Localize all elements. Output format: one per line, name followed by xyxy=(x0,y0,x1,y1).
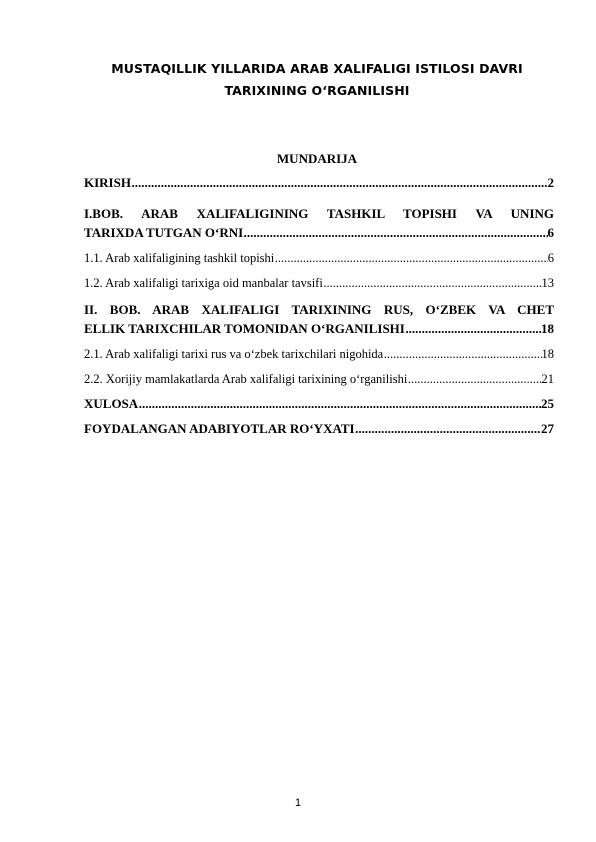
toc-entry-label: TARIXDA TUTGAN O‘RNI xyxy=(84,225,244,240)
table-of-contents xyxy=(84,174,554,438)
toc-entry-bob2-line1[interactable]: II. BOB. ARAB XALIFALIGI TARIXINING RUS, O‘ZBEK VA CHET xyxy=(84,302,554,317)
toc-entry-kirish[interactable] xyxy=(84,174,554,192)
toc-entry-page: 18 xyxy=(541,347,554,361)
toc-leader xyxy=(405,320,541,338)
toc-entry-page: 6 xyxy=(547,251,554,265)
toc-entry-bob2[interactable] xyxy=(84,320,554,338)
toc-entry-page: 25 xyxy=(541,396,554,411)
toc-entry-page: 27 xyxy=(541,421,554,436)
toc-entry-bob1-line1[interactable]: I.BOB. ARAB XALIFALIGINING TASHKIL TOPISHI VA UNING xyxy=(84,206,554,221)
toc-entry-label: 1.1. Arab xalifaligining tashkil topishi xyxy=(84,251,275,265)
title-line-2: TARIXINING O‘RGANILISHI xyxy=(224,83,410,98)
toc-leader xyxy=(323,274,542,292)
toc-entry-page: 18 xyxy=(541,321,554,336)
toc-entry-bob1[interactable] xyxy=(84,224,554,242)
toc-entry-1-1[interactable] xyxy=(84,249,554,267)
document-title xyxy=(84,58,550,102)
toc-leader xyxy=(274,249,547,267)
toc-leader xyxy=(407,370,541,388)
toc-entry-label: XULOSA xyxy=(84,396,139,411)
title-line-1: MUSTAQILLIK YILLARIDA ARAB XALIFALIGI ISTILOSI DAVRI xyxy=(111,61,523,76)
toc-entry-label: 2.2. Xorijiy mamlakatlarda Arab xalifaligi tarixining o‘rganilishi xyxy=(84,372,408,386)
toc-entry-xulosa[interactable] xyxy=(84,395,554,413)
toc-heading: MUNDARIJA xyxy=(276,151,358,166)
toc-entry-page: 6 xyxy=(547,225,554,240)
toc-leader xyxy=(131,174,548,192)
toc-leader xyxy=(355,420,541,438)
toc-leader xyxy=(243,224,547,242)
toc-entry-label: FOYDALANGAN ADABIYOTLAR RO‘YXATI xyxy=(84,421,355,436)
toc-entry-2-2[interactable] xyxy=(84,370,554,388)
toc-entry-page: 21 xyxy=(541,372,554,386)
toc-entry-1-2[interactable] xyxy=(84,274,554,292)
toc-entry-label: ELLIK TARIXCHILAR TOMONIDAN O‘RGANILISHI xyxy=(84,321,405,336)
toc-entry-page: 13 xyxy=(541,276,554,290)
toc-entry-label: 2.1. Arab xalifaligi tarixi rus va o‘zbek tarixchilari nigohida xyxy=(84,347,384,361)
toc-entry-label: KIRISH xyxy=(84,175,131,190)
toc-entry-2-1[interactable] xyxy=(84,345,554,363)
page-number: 1 xyxy=(294,797,302,809)
toc-leader xyxy=(138,395,541,413)
toc-entry-label: 1.2. Arab xalifaligi tarixiga oid manbalar tavsifi xyxy=(84,276,323,290)
toc-leader xyxy=(383,345,541,363)
toc-entry-page: 2 xyxy=(547,175,554,190)
toc-entry-adabiyotlar[interactable] xyxy=(84,420,554,438)
